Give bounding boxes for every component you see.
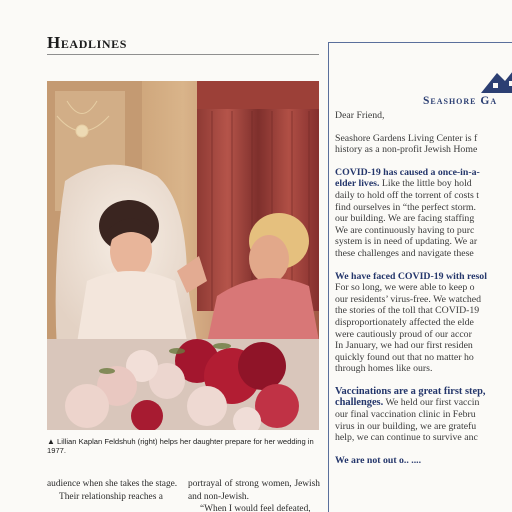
letter-line: the stories of the toll that COVID-19 bbox=[335, 305, 480, 317]
letter-line: help, we can continue to survive anc bbox=[335, 432, 478, 444]
wedding-photo bbox=[47, 81, 319, 430]
letter-line: We held our first vaccin bbox=[383, 397, 480, 409]
appeal-letter-panel bbox=[328, 42, 512, 512]
letter-body bbox=[335, 110, 512, 466]
letter-line: through homes like ours. bbox=[335, 363, 433, 375]
letter-line: In January, we had our first residen bbox=[335, 340, 473, 352]
article-paragraph: portrayal of strong women, Jewish and non-Jewish. bbox=[188, 479, 320, 502]
greeting: Dear Friend, bbox=[335, 110, 385, 121]
article-paragraph: Their relationship reaches a bbox=[59, 491, 163, 502]
caption-text: Lillian Kaplan Feldshuh (right) helps her daughter prepare for her wedding in 1977. bbox=[47, 437, 314, 455]
letter-line: We are continuously having to purc bbox=[335, 224, 475, 236]
letter-line: virus in our building, we are gratefu bbox=[335, 420, 477, 432]
letter-line: our final vaccination clinic in Febru bbox=[335, 409, 476, 421]
letter-line: our building. We are facing staffing bbox=[335, 213, 475, 225]
title-divider bbox=[47, 54, 319, 55]
letter-heading: COVID-19 has caused a once-in-a- bbox=[335, 166, 480, 178]
letter-line: our residents’ virus-free. We watched bbox=[335, 293, 482, 305]
letter-heading: Vaccinations are a great first step, bbox=[335, 385, 486, 397]
letter-line: system is in need of updating. We ar bbox=[335, 236, 478, 248]
section-title: Headlines bbox=[47, 33, 127, 52]
article-column-1 bbox=[47, 478, 179, 503]
house-logo-icon bbox=[479, 67, 512, 95]
article-column-2 bbox=[188, 478, 320, 512]
letter-line: daily to hold off the torrent of costs t bbox=[335, 189, 480, 201]
letter-line: For so long, we were able to keep o bbox=[335, 282, 475, 294]
letter-heading: elder lives. bbox=[335, 178, 380, 190]
organization-logo-text: Seashore Ga bbox=[423, 95, 498, 107]
letter-heading: challenges. bbox=[335, 397, 384, 409]
letter-line: quickly found out that no matter ho bbox=[335, 351, 474, 363]
letter-line: find ourselves in “the perfect storm. bbox=[335, 201, 476, 213]
letter-line: Seashore Gardens Living Center is f bbox=[335, 132, 478, 144]
letter-line: were cautiously proud of our accor bbox=[335, 328, 472, 340]
article-paragraph: “When I would feel defeated, bbox=[200, 504, 311, 512]
article-paragraph: audience when she takes the stage. bbox=[47, 479, 178, 489]
letter-line: history as a non-profit Jewish Home bbox=[335, 144, 478, 156]
letter-line: these challenges and navigate these bbox=[335, 247, 474, 259]
photo-caption bbox=[47, 437, 319, 455]
headlines-column bbox=[47, 0, 319, 512]
letter-line: disproportionately affected the elde bbox=[335, 316, 474, 328]
letter-heading: We are not out o.. .... bbox=[335, 454, 422, 466]
letter-heading: We have faced COVID-19 with resol bbox=[335, 270, 487, 282]
letter-line: Like the little boy hold bbox=[379, 178, 472, 190]
caption-marker: ▲ bbox=[47, 437, 55, 446]
